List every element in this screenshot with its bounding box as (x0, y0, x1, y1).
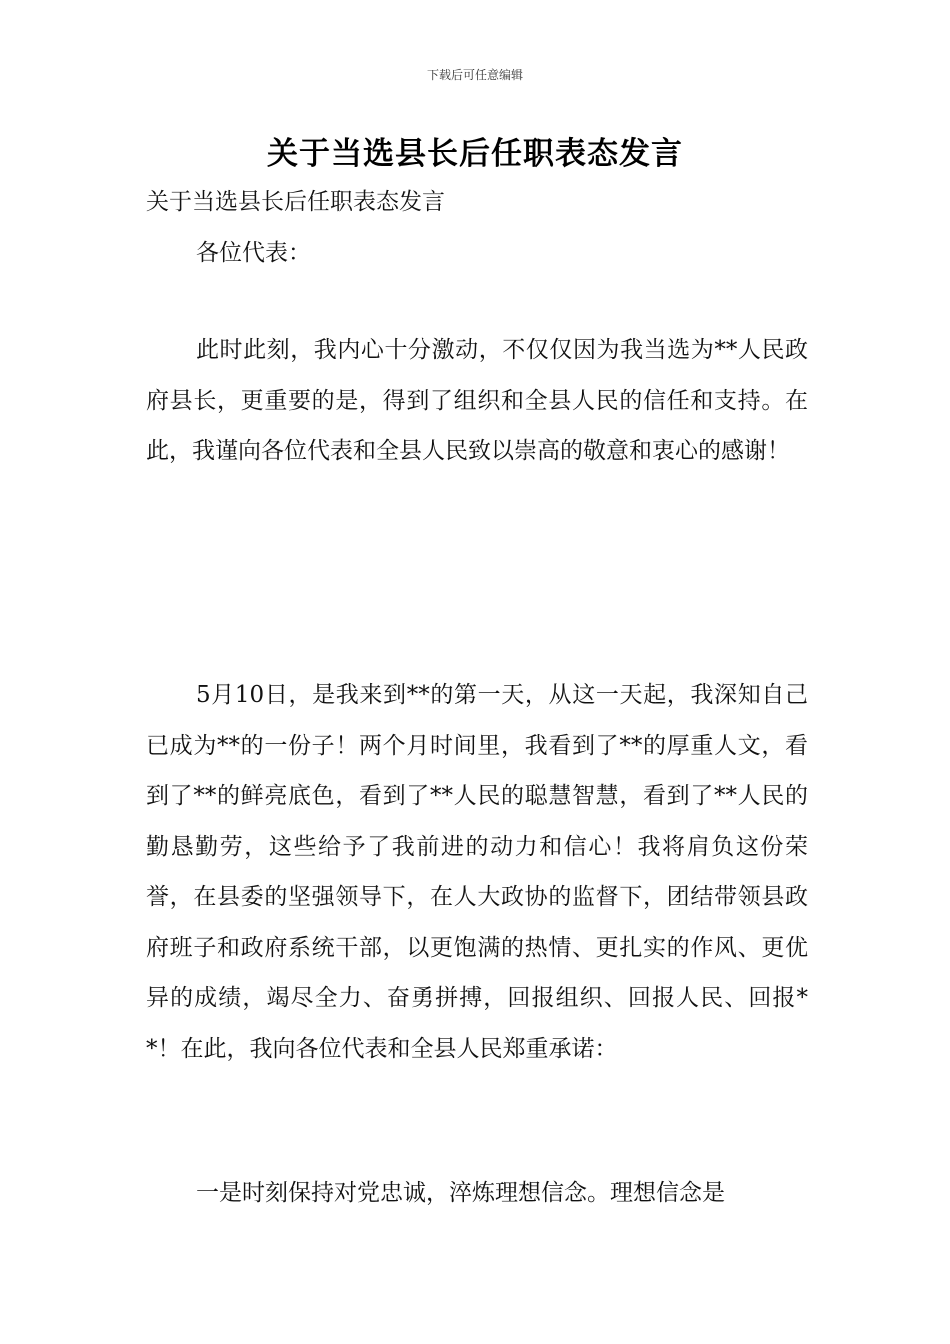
document-subtitle: 关于当选县长后任职表态发言 (146, 189, 445, 215)
salutation: 各位代表： (196, 240, 311, 266)
page-title: 关于当选县长后任职表态发言 (267, 136, 683, 172)
paragraph-1: 此时此刻，我内心十分激动，不仅仅因为我当选为**人民政府县长，更重要的是，得到了组织和全县人民的信任和支持。在此，我谨向各位代表和全县人民致以崇高的敬意和衷心的感谢！ (146, 337, 808, 464)
paragraph-3: 一是时刻保持对党忠诚，淬炼理想信念。理想信念是 (196, 1180, 725, 1206)
header-note: 下载后可任意编辑 (426, 68, 523, 82)
paragraph-2: 5月10日，是我来到**的第一天，从这一天起，我深知自己已成为**的一份子！两个月时间里，我看到了**的厚重人文，看到了**的鲜亮底色，看到了**人民的聪慧智慧，看到了**人民的勤恳勤劳，这些给予了我前进的动力和信心！我将肩负这份荣誉，在县委的坚强领导下，在人大政协的监督下，团结带领县政府班子和政府系统干部，以更饱满的热情、更扎实的作风、更优异的成绩，竭尽全力、奋勇拼搏，回报组织、回报人民、回报**！在此，我向各位代表和全县人民郑重承诺： (146, 682, 808, 1062)
